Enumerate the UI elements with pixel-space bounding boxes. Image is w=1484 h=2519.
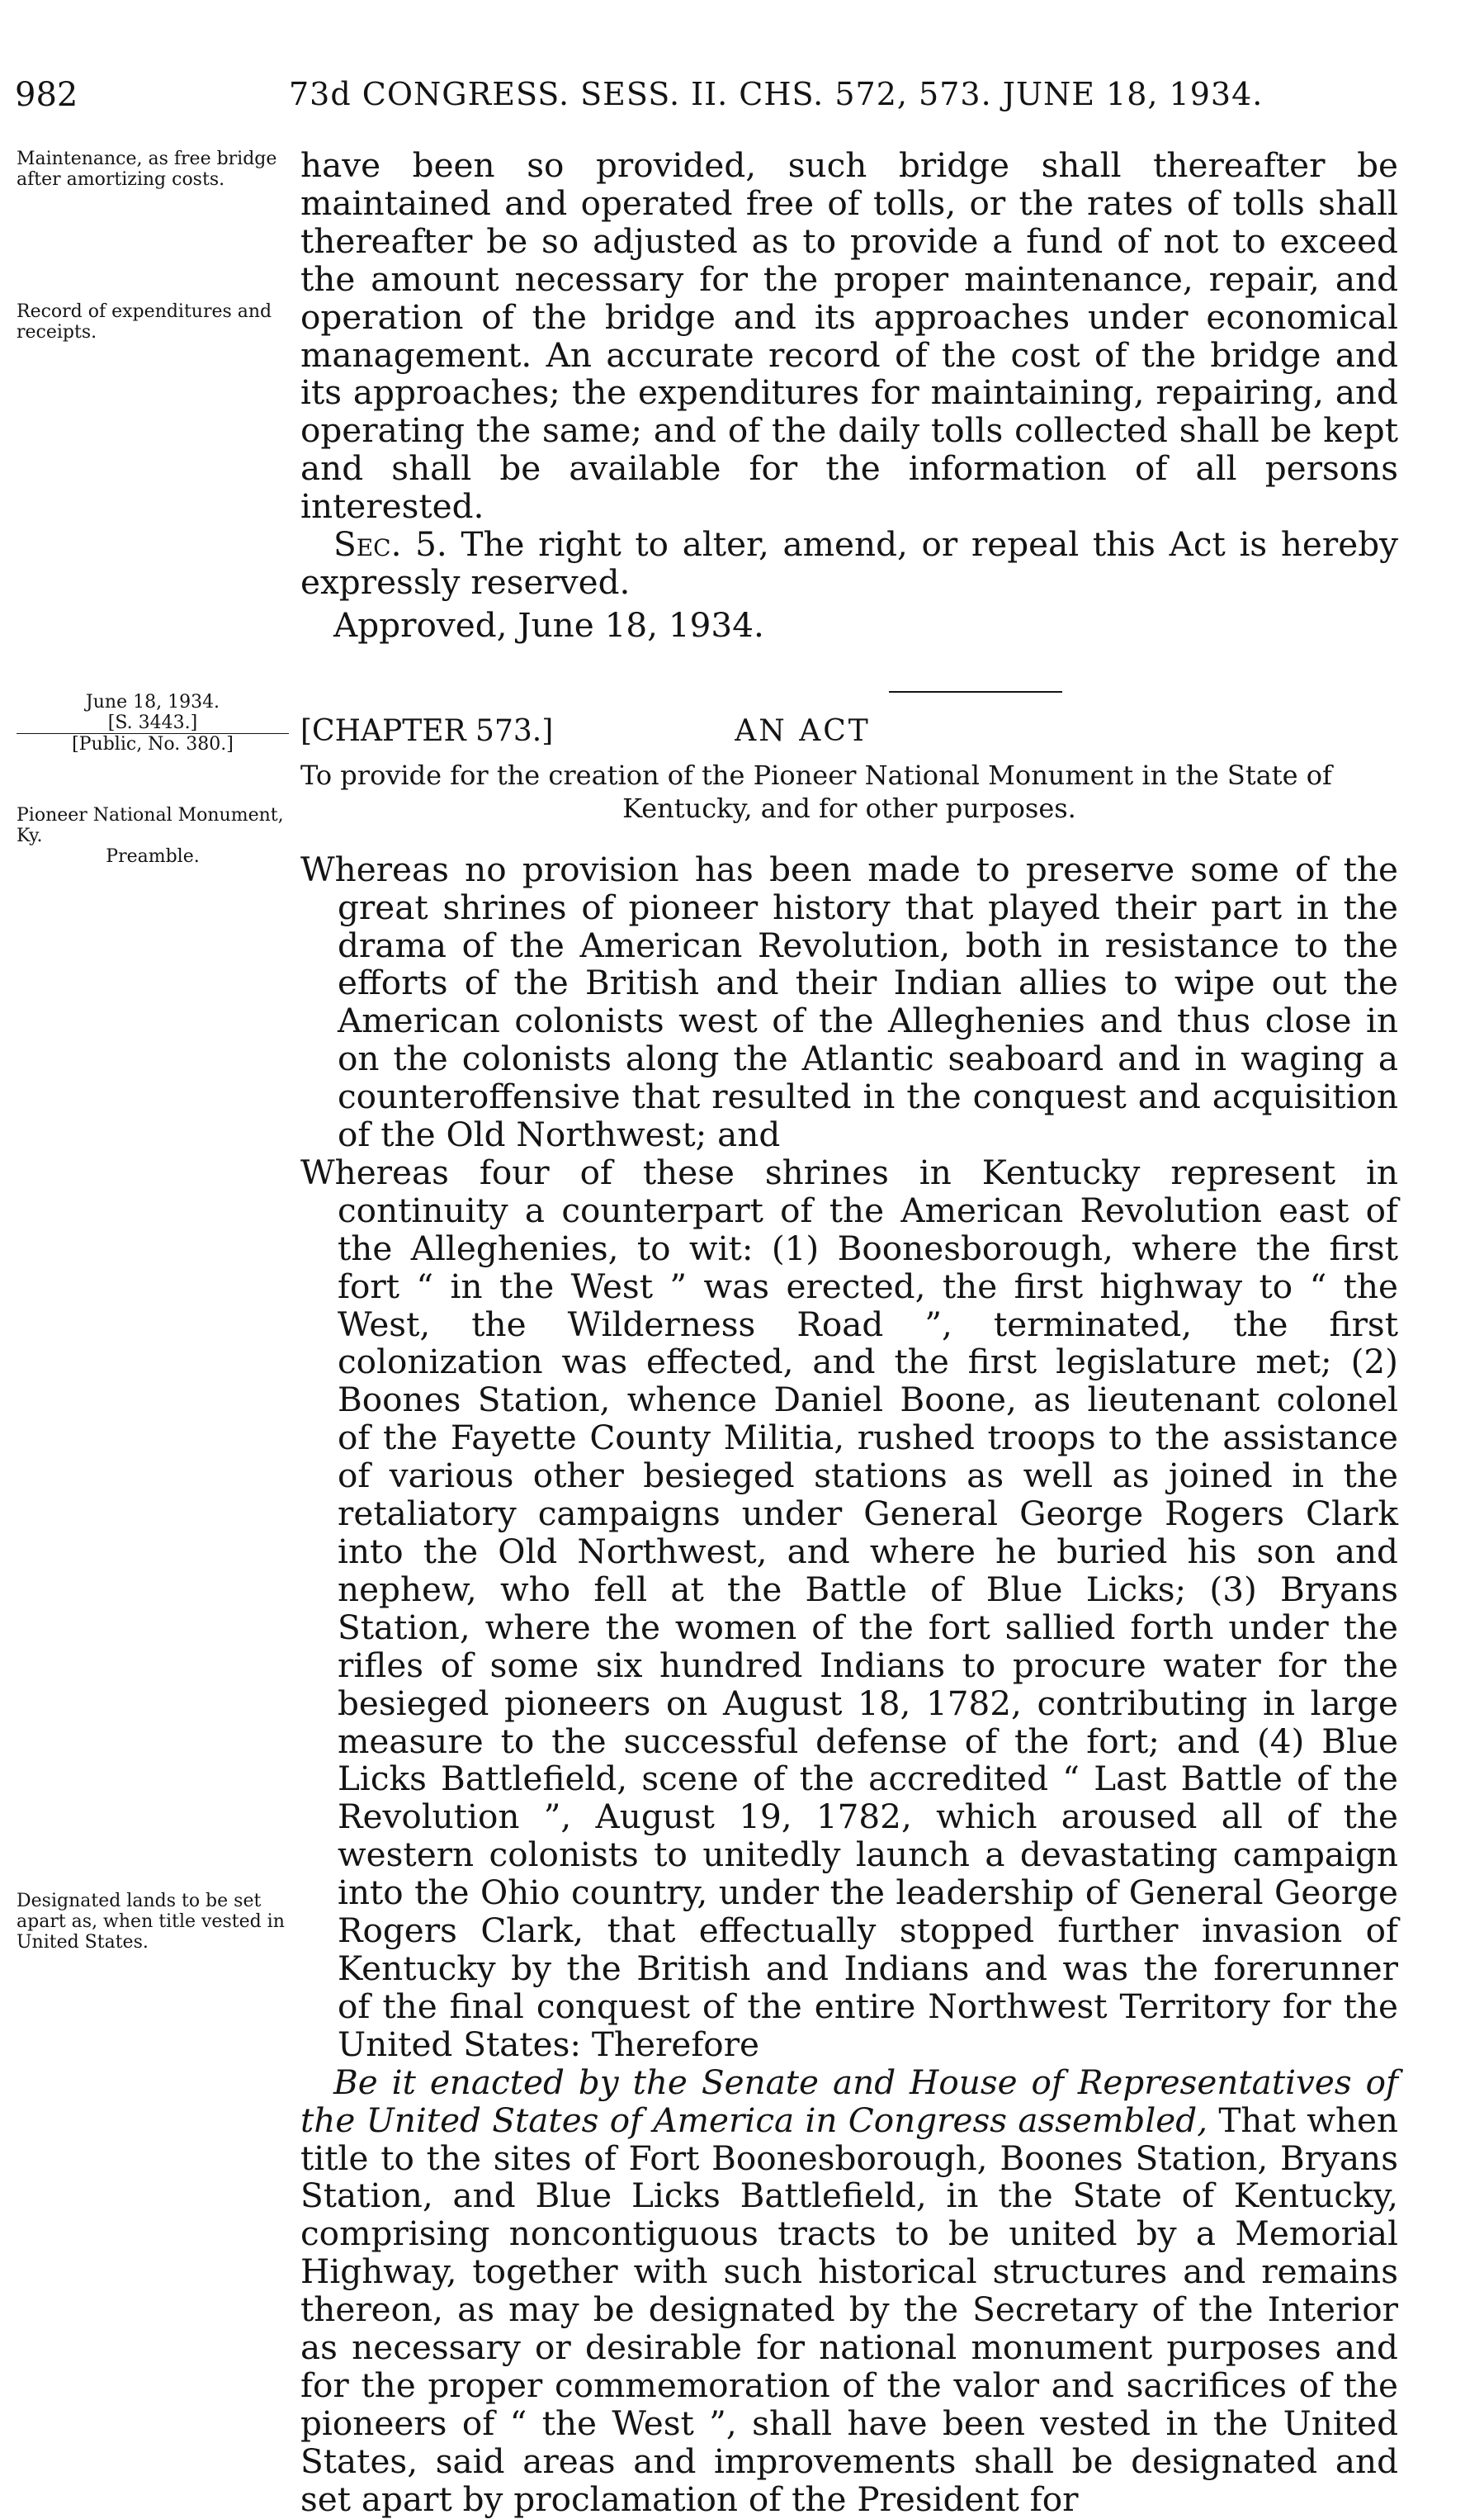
- section-5-label: Sec. 5.: [333, 524, 447, 565]
- whereas-clause-2: Whereas four of these shrines in Kentucky represent in continuity a counterpart of the American Revolution east of the Alleghenies, to wit: (1) Boonesborough, where the first fort “ in the West ” was erected, the first highway to “ the West, the Wilderness Road ”, terminated, the first colonization was effected, and the first legislature met; (2) Boones Station, whence Daniel Boone, as lieutenant colonel of the Fayette County Militia, rushed troops to the assistance of various other besieged stations as well as joined in the retaliatory campaigns under General George Rogers Clark into the Old Northwest, and where he buried his son and nephew, who fell at the Battle of Blue Licks; (3) Bryans Station, where the women of the fort sallied forth under the rifles of some six hundred Indians to procure water for the besieged pioneers on August 18, 1782, contributing in large measure to the successful defense of the fort; and (4) Blue Licks Battlefield, scene of the accredited “ Last Battle of the Revolution ”, August 19, 1782, which aroused all of the western colonists to unitedly launch a devastating campaign into the Ohio country, under the leadership of General George Rogers Clark, that effectually stopped further invasion of Kentucky by the British and Indians and was the forerunner of the final conquest of the entire Northwest Territory for the United States: Therefore: [300, 1152, 1398, 2064]
- margin-notes: [0, 0, 289, 2340]
- margin-note-pioneer: [17, 805, 289, 867]
- enacting-paragraph: [300, 2064, 1398, 2519]
- act-title: AN ACT: [735, 713, 871, 748]
- paragraph-bridge-maintenance: have been so provided, such bridge shall thereafter be maintained and operated free of tolls, or the rates of tolls shall thereafter be so adjusted as to provide a fund of not to exceed the amount necessary for the proper maintenance, repair, and operation of the bridge and its approaches under economical management. An accurate record of the cost of the bridge and its approaches; the expenditures for maintaining, repairing, and operating the same; and of the daily tolls collected shall be kept and shall be available for the information of all persons interested.: [300, 145, 1398, 527]
- section-rule: [889, 691, 1062, 693]
- margin-note-maintenance: Maintenance, as free bridge after amortizing costs.: [17, 149, 277, 190]
- public-law-number: [Public, No. 380.]: [72, 734, 234, 755]
- preamble-note: Preamble.: [106, 846, 200, 867]
- document-body: [300, 147, 1398, 2519]
- margin-note-record: Record of expenditures and receipts.: [17, 301, 272, 343]
- enacting-clause: Be it enacted by the Senate and House of Representatives of the United States of America in Congress assembled,: [300, 2062, 1398, 2140]
- act-description: To provide for the creation of the Pioneer National Monument in the State of: [300, 759, 1332, 791]
- act-description-continued: Kentucky, and for other purposes.: [622, 792, 1076, 824]
- page-number: 982: [15, 76, 78, 114]
- section-5-text: The right to alter, amend, or repeal this Act is hereby expressly reserved.: [300, 524, 1399, 602]
- act-heading: [300, 709, 1398, 825]
- section-5: [300, 526, 1398, 602]
- pioneer-note: Pioneer National Monument, Ky.: [17, 805, 284, 846]
- chapter-number: [CHAPTER 573.]: [300, 713, 554, 748]
- bill-number: [S. 3443.]: [17, 713, 289, 734]
- act-date: June 18, 1934.: [85, 692, 220, 713]
- whereas-clause-1: Whereas no provision has been made to preserve some of the great shrines of pioneer history that played their part in the drama of the American Revolution, both in resistance to the efforts of the British and their Indian allies to wipe out the American colonists west of the Alleghenies and thus close in on the colonists along the Atlantic seaboard and in waging a counteroffensive that resulted in the conquest and acquisition of the Old Northwest; and: [300, 849, 1398, 1155]
- margin-note-designated: Designated lands to be set apart as, when title vested in United States.: [17, 1891, 285, 1953]
- margin-note-bill-info: [17, 692, 289, 755]
- running-head: 73d CONGRESS. SESS. II. CHS. 572, 573. JUNE 18, 1934.: [289, 76, 1264, 112]
- approval-date: Approved, June 18, 1934.: [333, 604, 764, 645]
- enacting-text: That when title to the sites of Fort Boonesborough, Boones Station, Bryans Station, and Blue Licks Battlefield, in the State of Kentucky, comprising noncontiguous tracts to be united by a Memorial Highway, together with such historical structures and remains thereon, as may be designated by the Secretary of the Interior as necessary or desirable for national monument purposes and for the proper commemoration of the valor and sacrifices of the pioneers of “ the West ”, shall have been vested in the United States, said areas and improvements shall be designated and set apart by proclamation of the President for: [300, 2100, 1399, 2519]
